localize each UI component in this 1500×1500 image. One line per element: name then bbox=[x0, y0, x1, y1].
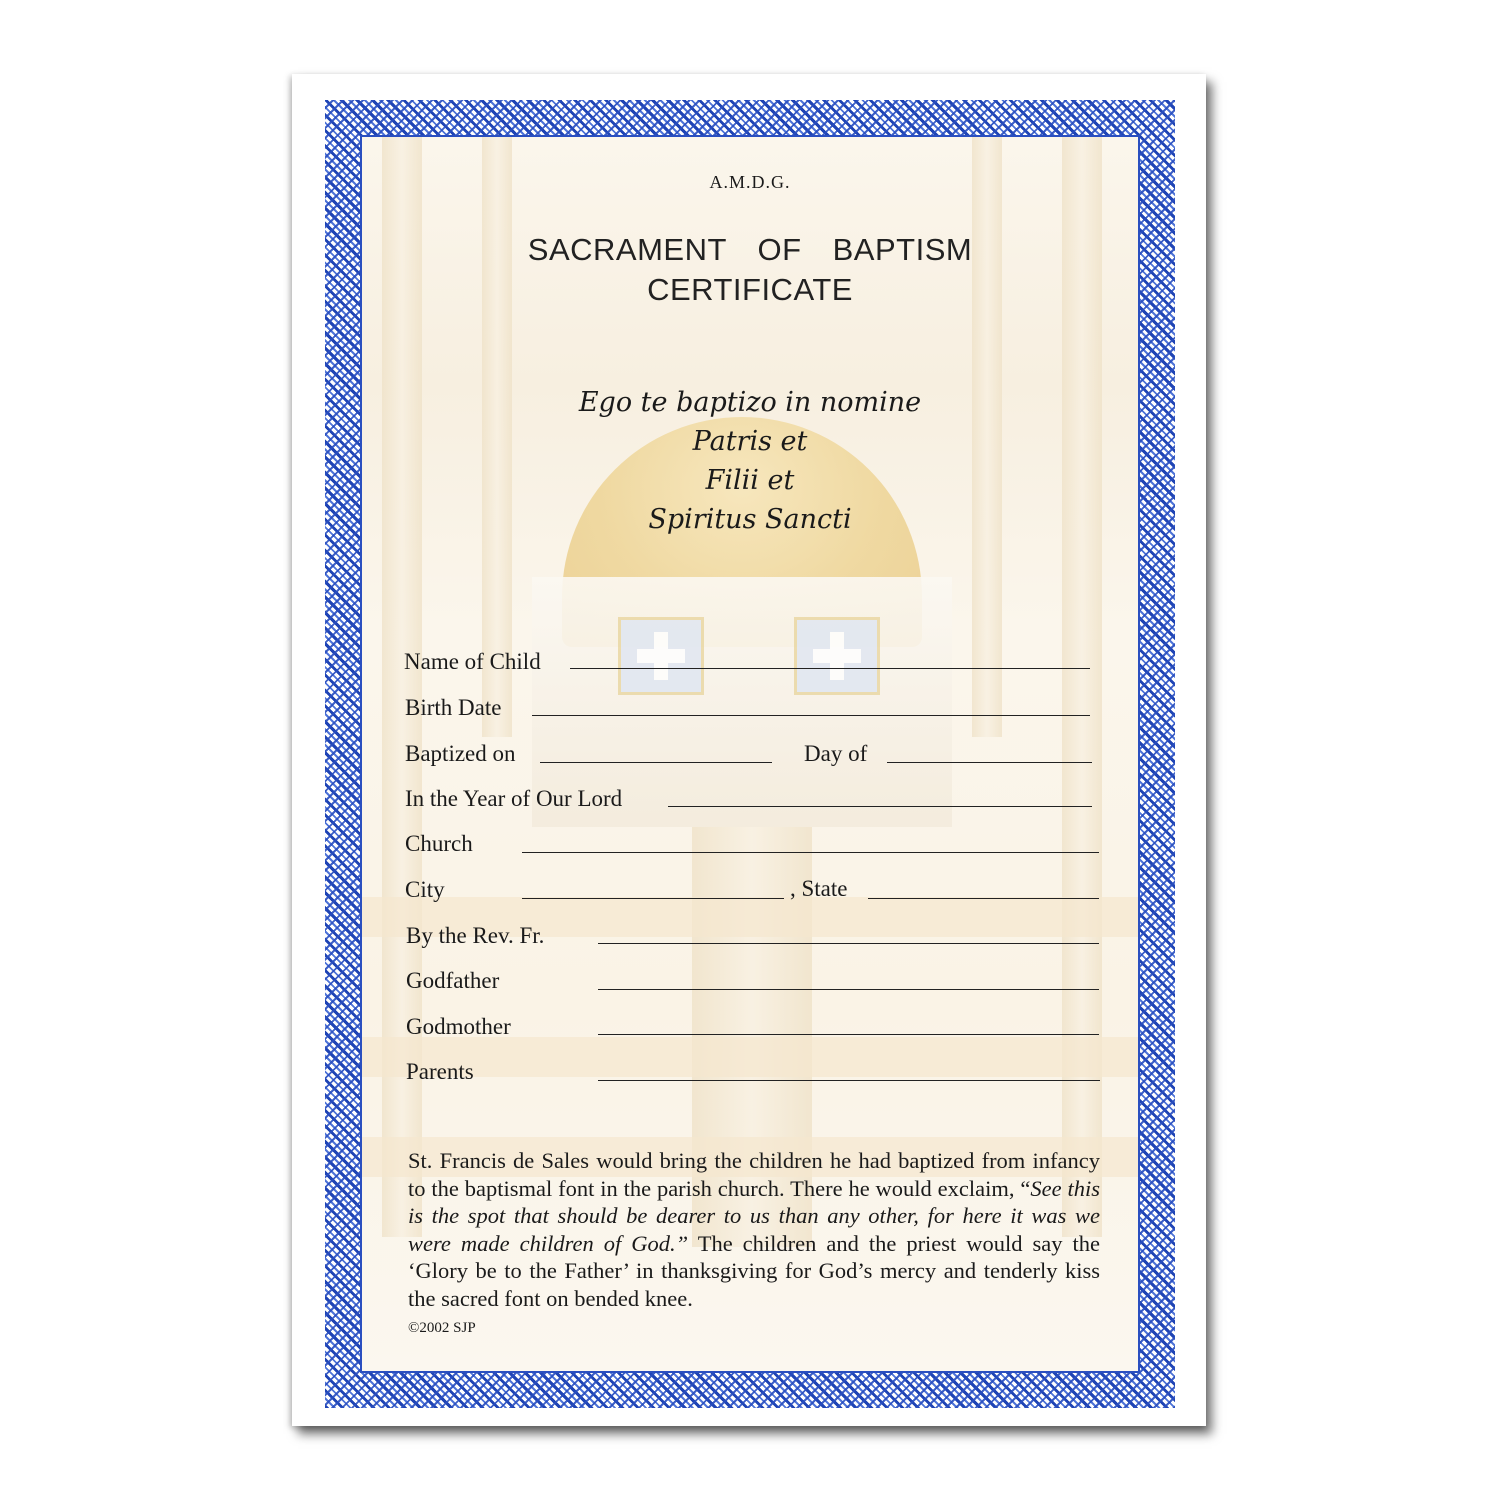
city-line[interactable] bbox=[522, 898, 784, 899]
story-quote: See this is the spot that should be dearer to us than any other, for here it was we were made children of God.” bbox=[408, 1175, 1100, 1256]
city-label: City bbox=[405, 877, 445, 902]
godmother-line[interactable] bbox=[598, 1034, 1099, 1035]
cross-tile-right bbox=[794, 617, 880, 695]
day-of-line[interactable] bbox=[887, 762, 1092, 763]
baptismal-formula bbox=[510, 383, 990, 539]
baptized-on-label: Baptized on bbox=[405, 741, 516, 766]
rev-fr-line[interactable] bbox=[598, 943, 1099, 944]
year-of-our-lord-line[interactable] bbox=[668, 806, 1092, 807]
title-line-2: CERTIFICATE bbox=[647, 272, 853, 307]
godmother-label: Godmother bbox=[406, 1014, 511, 1039]
parents-line[interactable] bbox=[598, 1080, 1100, 1081]
church-label: Church bbox=[405, 831, 473, 856]
state-line[interactable] bbox=[868, 898, 1099, 899]
story-text-part-1: St. Francis de Sales would bring the children he had baptized from infancy to the baptismal font in the parish church. There he would exclaim, “ bbox=[408, 1148, 1100, 1201]
name-of-child-line[interactable] bbox=[570, 668, 1090, 669]
amdg-heading: A.M.D.G. bbox=[709, 172, 791, 192]
state-label: , State bbox=[790, 876, 848, 901]
birth-date-label: Birth Date bbox=[405, 695, 502, 720]
godfather-label: Godfather bbox=[406, 968, 500, 993]
formula-line-2: Patris et bbox=[692, 426, 808, 457]
godfather-line[interactable] bbox=[598, 989, 1099, 990]
cross-tile-left bbox=[618, 617, 704, 695]
day-of-label: Day of bbox=[804, 741, 868, 766]
rev-fr-label: By the Rev. Fr. bbox=[406, 923, 545, 948]
title-line-1: SACRAMENT OF BAPTISM bbox=[527, 232, 973, 267]
formula-line-3: Filii et bbox=[705, 465, 795, 496]
story-text-part-2: The children and the priest would say the ‘Glory be to the Father’ in thanksgiving for God’s mercy and tenderly kiss the sacred font on bended knee. bbox=[408, 1230, 1100, 1311]
year-of-our-lord-label: In the Year of Our Lord bbox=[405, 786, 623, 811]
birth-date-line[interactable] bbox=[532, 715, 1090, 716]
certificate-title bbox=[470, 230, 1030, 310]
name-of-child-label: Name of Child bbox=[404, 649, 541, 674]
baptized-on-line[interactable] bbox=[540, 762, 772, 763]
church-line[interactable] bbox=[522, 852, 1099, 853]
parents-label: Parents bbox=[406, 1059, 474, 1084]
formula-line-4: Spiritus Sancti bbox=[648, 504, 852, 535]
st-francis-de-sales-paragraph bbox=[408, 1147, 1100, 1312]
copyright-notice: ©2002 SJP bbox=[408, 1320, 476, 1336]
formula-line-1: Ego te baptizo in nomine bbox=[578, 387, 922, 418]
